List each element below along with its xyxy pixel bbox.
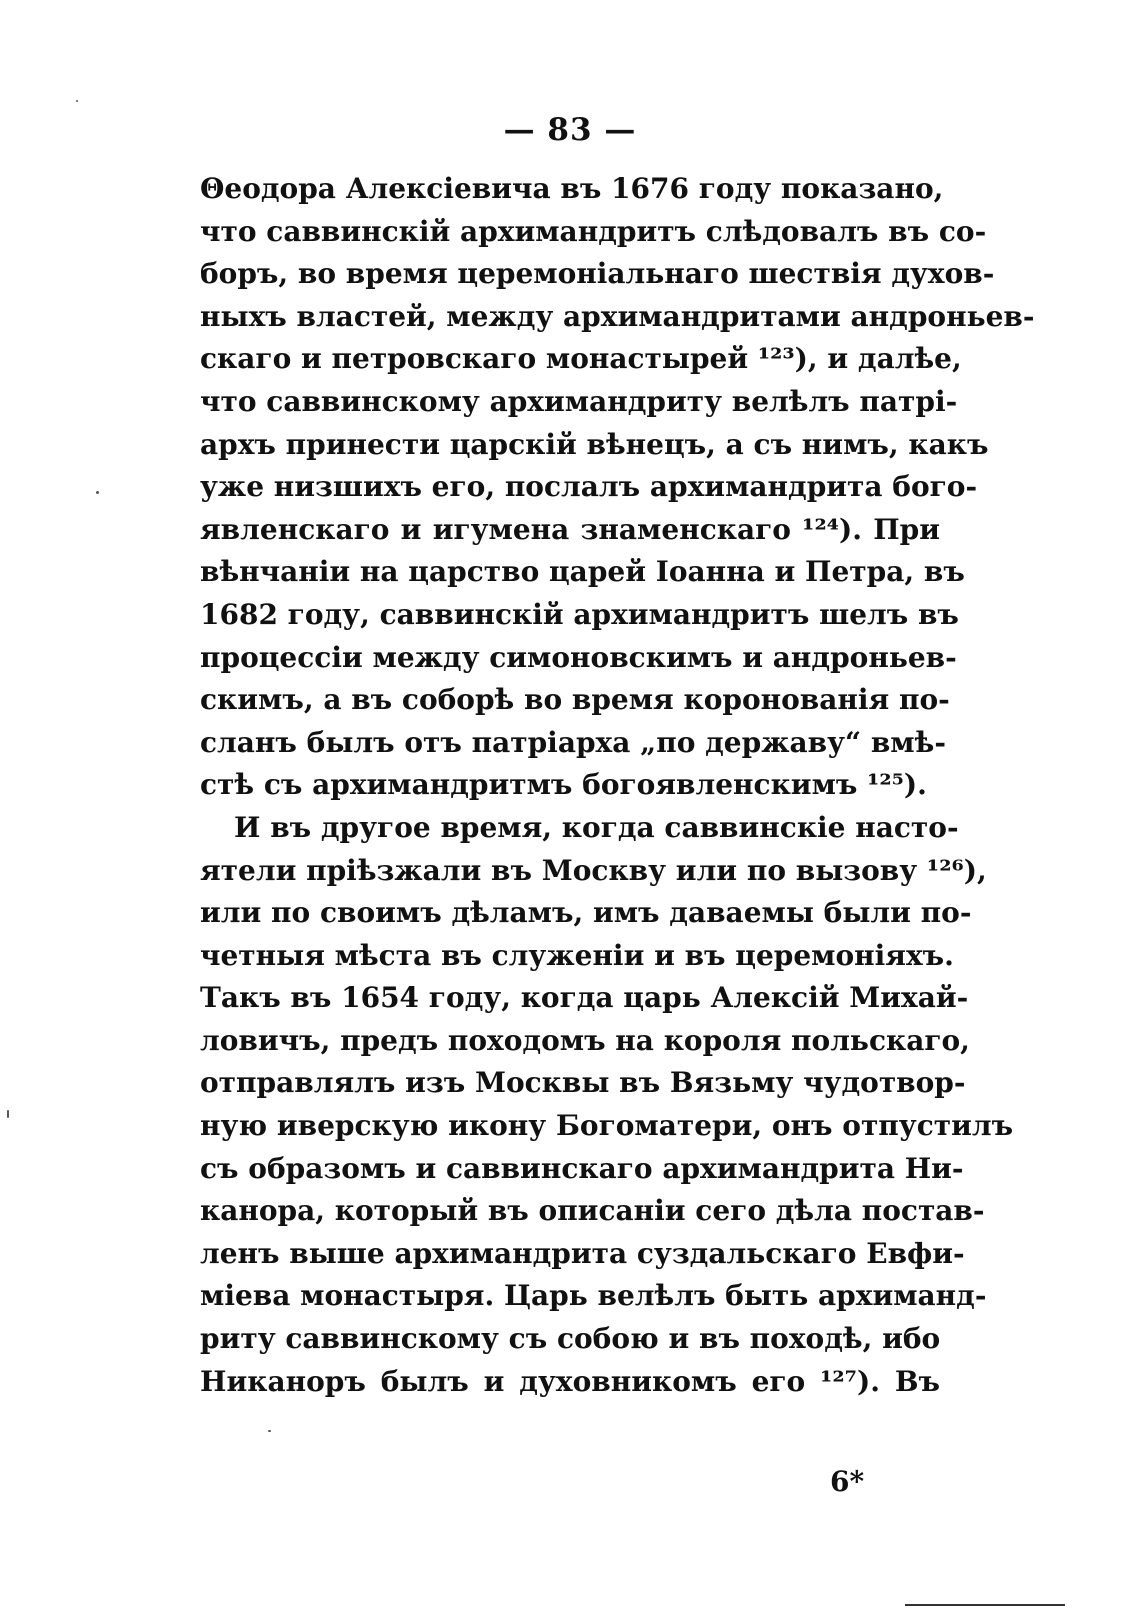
text-line: четныя мѣста въ служеніи и въ церемоніяхъ. xyxy=(200,938,954,972)
text-line: или по своимъ дѣламъ, имъ даваемы были по- xyxy=(200,896,972,930)
text-line: И въ другое время, когда саввинскіе насто- xyxy=(234,810,959,844)
text-line: Такъ въ 1654 году, когда царь Алексій Михай- xyxy=(200,981,969,1015)
text-line: уже низшихъ его, послалъ архимандрита бого- xyxy=(200,470,978,504)
text-line: риту саввинскому съ собою и въ походѣ, ибо xyxy=(200,1322,941,1356)
text-line: отправлялъ изъ Москвы въ Вязьму чудотвор- xyxy=(200,1066,966,1100)
scan-speck xyxy=(268,1430,271,1432)
text-line: скимъ, а въ соборѣ во время коронованія по- xyxy=(200,683,950,717)
scan-speck xyxy=(96,491,99,494)
text-line: явленскаго и игумена знаменскаго ¹²⁴). При xyxy=(200,512,940,546)
text-line: скаго и петровскаго монастырей ¹²³), и далѣе, xyxy=(200,342,962,376)
text-line: ныхъ властей, между архимандритами андроньев- xyxy=(200,299,1035,333)
text-line: ленъ выше архимандрита суздальскаго Евфи- xyxy=(200,1236,965,1270)
text-line: что саввинскій архимандритъ слѣдовалъ въ со- xyxy=(200,214,987,248)
text-line: міева монастыря. Царь велѣлъ быть архиманд- xyxy=(200,1279,987,1313)
text-line: ятели пріѣзжали въ Москву или по вызову ¹²⁶), xyxy=(200,853,987,887)
text-line: стѣ съ архимандритмъ богоявленскимъ ¹²⁵). xyxy=(200,768,927,802)
text-line: архъ принести царскій вѣнецъ, а съ нимъ, какъ xyxy=(200,427,989,461)
scan-edge-line xyxy=(905,1604,1065,1606)
page-number: — 83 — xyxy=(503,112,637,148)
text-line: ловичъ, предъ походомъ на короля польскаго, xyxy=(200,1023,970,1057)
scan-speck xyxy=(76,100,78,102)
text-line: ную иверскую икону Богоматери, онъ отпустилъ xyxy=(200,1109,1014,1143)
text-line: канора, который въ описаніи сего дѣла постав- xyxy=(200,1194,985,1228)
scan-speck xyxy=(7,1110,9,1118)
text-line: сланъ былъ отъ патріарха „по державу“ вмѣ- xyxy=(200,725,946,759)
body-text xyxy=(200,168,1035,1403)
signature-mark: 6* xyxy=(830,1465,865,1498)
text-line: что саввинскому архимандриту велѣлъ патрі- xyxy=(200,384,958,418)
text-line: Θеодора Алексіевича въ 1676 году показано, xyxy=(200,172,944,205)
text-line: Никаноръ былъ и духовникомъ его ¹²⁷). Въ xyxy=(200,1364,940,1398)
text-line: 1682 году, саввинскій архимандритъ шелъ въ xyxy=(200,597,959,631)
text-line: съ образомъ и саввинскаго архимандрита Ни- xyxy=(200,1151,964,1185)
text-line: боръ, во время церемоніальнаго шествія духов- xyxy=(200,257,995,291)
text-line: вѣнчаніи на царство царей Іоанна и Петра, въ xyxy=(200,555,965,589)
text-line: процессіи между симоновскимъ и андроньев- xyxy=(200,640,957,674)
